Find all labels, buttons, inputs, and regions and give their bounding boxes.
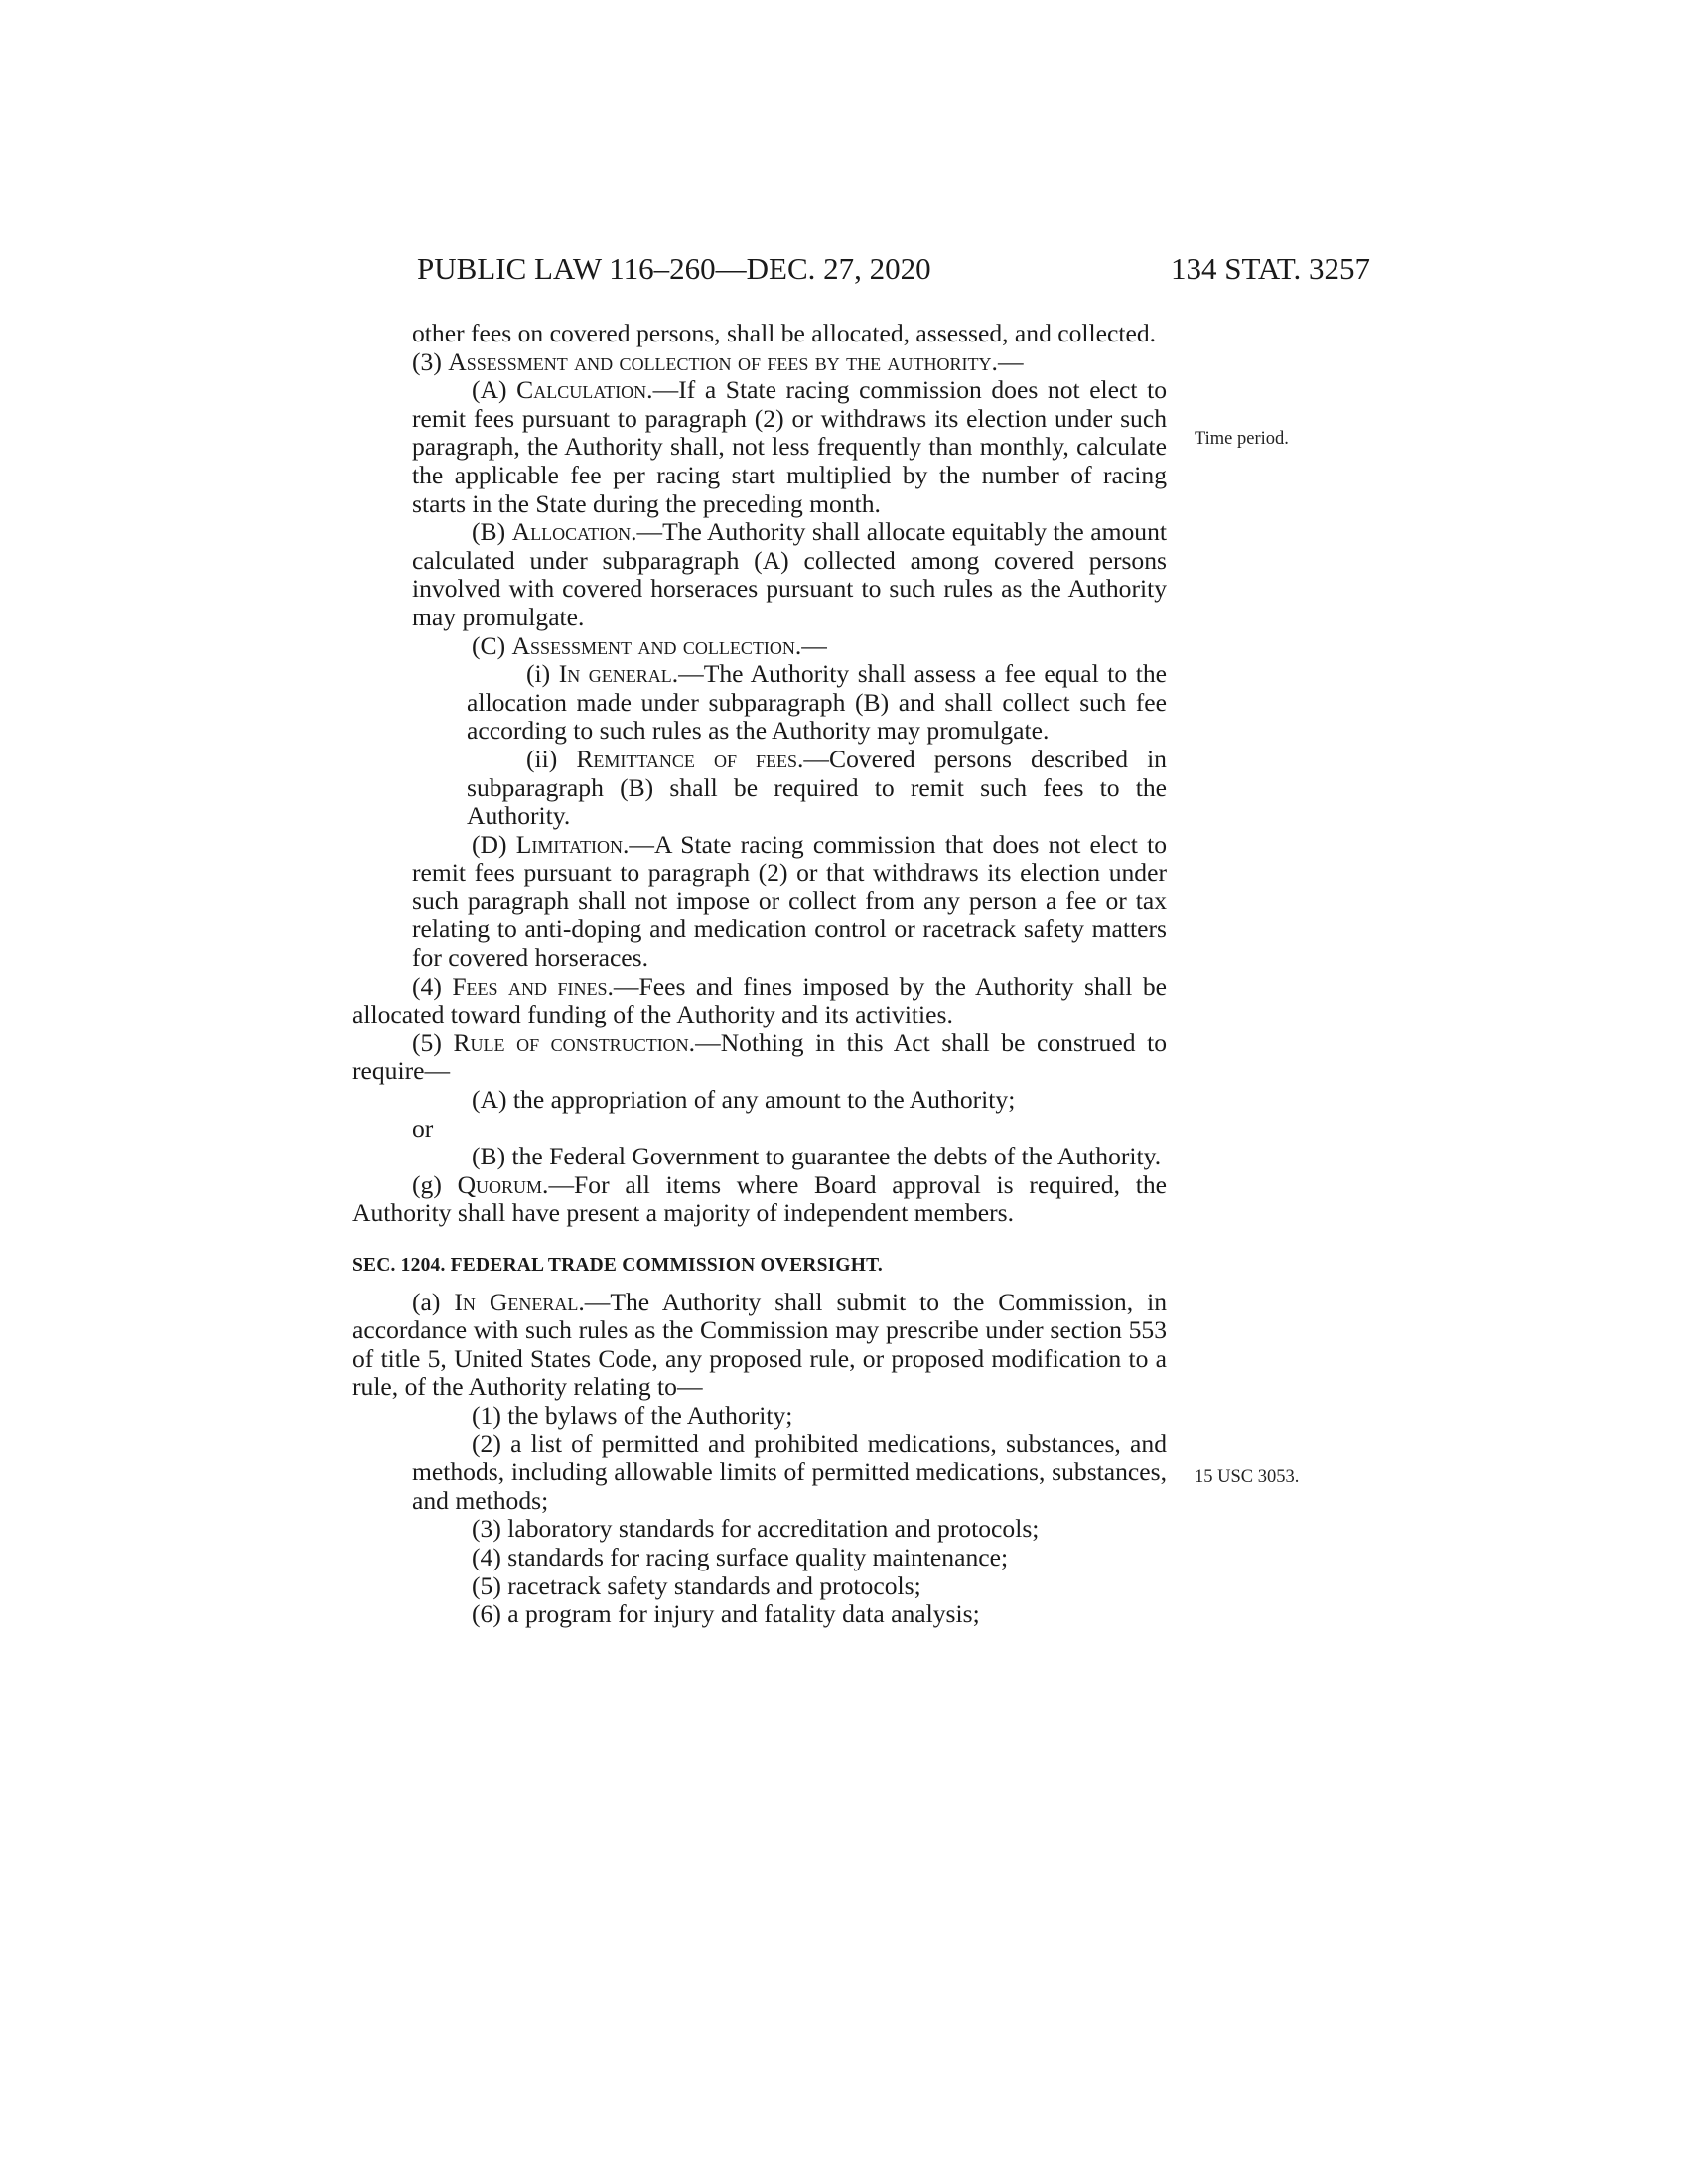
paragraph-text: other fees on covered persons, shall be allocated, assessed, and collected. (412, 319, 1157, 347)
paragraph-heading: Rule of construction. (453, 1027, 696, 1057)
subparagraph-d (352, 831, 1167, 973)
paragraph-4 (352, 973, 1167, 1029)
subparagraph-text: —A State racing commission that does not elect to remit fees pursuant to paragraph (2) or that withdraws its election under such paragraph shall not impose or collect from any person a fee or tax relating to anti-doping and medication control or racetrack safety matters for covered horseraces. (412, 829, 1167, 973)
clause-i (352, 660, 1167, 746)
list-item-text: (1) the bylaws of the Authority; (472, 1400, 793, 1430)
subsection-g (352, 1171, 1167, 1228)
page-header (417, 246, 1370, 292)
subsection-a (352, 1289, 1167, 1402)
clause-text: —The Authority shall assess a fee equal to the allocation made under subparagraph (B) and shall collect such fee according to such rules as the Authority may promulgate. (467, 659, 1167, 746)
header-stat-page: 134 STAT. 3257 (1170, 251, 1370, 286)
subsection-number: (a) (412, 1287, 441, 1316)
list-item (352, 1431, 1167, 1516)
subsection-heading: Quorum. (457, 1169, 549, 1199)
subsection-number: (g) (412, 1169, 442, 1199)
connector-text: or (412, 1113, 434, 1143)
paragraph-number: (5) (412, 1027, 442, 1057)
paragraph-text: —Nothing in this Act shall be construed to require— (352, 1027, 1168, 1086)
subparagraph-b (352, 518, 1167, 631)
subparagraph-a (352, 376, 1167, 518)
subparagraph-text: (A) the appropriation of any amount to the Authority; (472, 1085, 1016, 1115)
paragraph-heading: Assessment and collection of fees by the authority. (448, 346, 998, 376)
subsection-text: —For all items where Board approval is required, the Authority shall have present a majority of independent members. (352, 1169, 1167, 1228)
subparagraph-number: (C) (472, 630, 506, 660)
subparagraph-c (352, 632, 1167, 661)
paragraph-3 (352, 348, 1167, 377)
clause-heading: In general. (558, 659, 679, 689)
header-public-law: PUBLIC LAW 116–260—DEC. 27, 2020 (417, 251, 931, 286)
connector-or (352, 1115, 1167, 1144)
paragraph-5 (352, 1029, 1167, 1086)
clause-number: (ii) (526, 744, 558, 773)
paragraph-heading: Fees and fines. (452, 971, 614, 1001)
margin-note-usc: 15 USC 3053. (1195, 1467, 1300, 1487)
list-item-text: (4) standards for racing surface quality maintenance; (472, 1542, 1009, 1571)
list-item (352, 1572, 1167, 1601)
list-item (352, 1515, 1167, 1544)
paragraph-text: —Fees and fines imposed by the Authority shall be allocated toward funding of the Authority and its activities. (352, 971, 1167, 1029)
subparagraph-heading: Limitation. (515, 829, 630, 859)
subparagraph-number: (A) (472, 375, 507, 405)
subparagraph-text: —The Authority shall allocate equitably the amount calculated under subparagraph (A) collected among covered persons involved with covered horseraces pursuant to such rules as the Authority may promulgate. (412, 517, 1167, 631)
subparagraph-number: (D) (472, 829, 507, 859)
section-heading: SEC. 1204. FEDERAL TRADE COMMISSION OVERSIGHT. (352, 1255, 883, 1276)
paragraph-number: (4) (412, 971, 442, 1001)
list-item-text: (5) racetrack safety standards and protocols; (472, 1570, 921, 1600)
list-item (352, 1600, 1167, 1629)
subparagraph-heading: Assessment and collection. (511, 630, 802, 660)
heading-dash: — (801, 630, 827, 660)
paragraph-number: (3) (412, 346, 442, 376)
document-body (352, 320, 1167, 1629)
subparagraph-heading: Allocation. (511, 517, 637, 547)
subparagraph-heading: Calculation. (516, 375, 653, 405)
subparagraph-text: —If a State racing commission does not elect to remit fees pursuant to paragraph (2) or withdraws its election under such paragraph, the Authority shall, not less frequently than monthly, calculate the applicable fee per racing start multiplied by the number of racing starts in the State during the preceding month. (412, 375, 1167, 518)
clause-number: (i) (526, 659, 551, 689)
margin-note-time-period: Time period. (1195, 429, 1289, 449)
subparagraph-5b (352, 1143, 1167, 1171)
subparagraph-5a (352, 1086, 1167, 1115)
paragraph-continuation (352, 320, 1167, 348)
list-item-text: (6) a program for injury and fatality data analysis; (472, 1599, 980, 1629)
list-item (352, 1402, 1167, 1431)
list-item-text: (3) laboratory standards for accreditation and protocols; (472, 1514, 1040, 1544)
list-item (352, 1544, 1167, 1572)
clause-heading: Remittance of fees. (576, 744, 804, 773)
list-item-text: (2) a list of permitted and prohibited medications, substances, and methods, including allowable limits of permitted medications, substances, and methods; (412, 1429, 1167, 1515)
subsection-text: —The Authority shall submit to the Commission, in accordance with such rules as the Commission may prescribe under section 553 of title 5, United States Code, any proposed rule, or proposed modification to a rule, of the Authority relating to— (352, 1287, 1167, 1402)
heading-dash: — (997, 346, 1024, 376)
subparagraph-number: (B) (472, 517, 506, 547)
subparagraph-text: (B) the Federal Government to guarantee the debts of the Authority. (472, 1142, 1162, 1171)
subsection-heading: In General. (454, 1287, 585, 1316)
clause-ii (352, 746, 1167, 831)
clause-text: —Covered persons described in subparagraph (B) shall be required to remit such fees to the Authority. (467, 744, 1167, 831)
